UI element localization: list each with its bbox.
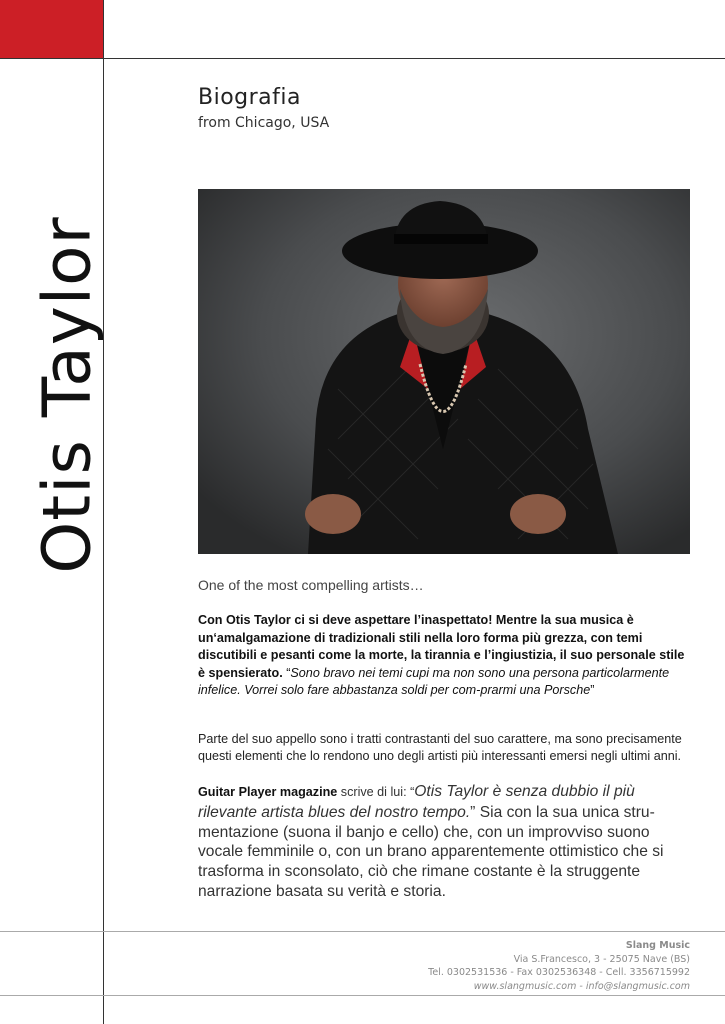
footer-address: Via S.Francesco, 3 - 25075 Nave (BS)	[513, 953, 690, 965]
footer-company: Slang Music	[625, 940, 690, 951]
paragraph-2: Parte del suo appello sono i tratti contrastanti del suo carattere, ma sono precisamente questi elementi che lo rendono uno degli artisti più interessanti emersi negli ultimi anni.	[198, 732, 682, 763]
artist-name-vertical: Otis Taylor	[28, 216, 106, 574]
artist-photo	[198, 189, 690, 554]
top-rule	[0, 58, 725, 59]
footer-phones: Tel. 0302531536 - Fax 0302536348 - Cell. 3356715992	[428, 967, 690, 978]
red-corner-block	[0, 0, 104, 58]
lead-bold-text: Con Otis Taylor ci si deve aspettare l’inaspettato! Mentre la sua musica è un‘amalgamazione di tradizionali stili nella loro forma più grezza, con temi discutibili e pesanti come la morte, la tirannia e l’ingiustizia, il suo personale stile è spensierato.	[198, 613, 685, 680]
lead-quote: Sono bravo nei temi cupi ma non sono una persona particolarmente infelice. Vorrei solo fare abbastanza soldi per com-prarmi una Porsche	[198, 665, 670, 698]
magazine-quote: Otis Taylor è senza dubbio il più rilevante artista blues del nostro tempo.	[198, 783, 635, 821]
footer-web-link[interactable]: www.slangmusic.com - info@slangmusic.com	[473, 980, 690, 992]
artist-photo-illustration	[198, 189, 690, 554]
footer	[428, 939, 690, 993]
source-suffix: scrive di lui:	[340, 785, 407, 799]
paragraph-3: Guitar Player magazine scrive di lui: “Otis Taylor è senza dubbio il più rilevante artista blues del nostro tempo.” Sia con la sua unica stru-mentazione (suona il banjo e cello) che, con un improvviso suono vocale femminile o, con un brano apparentemente ottimistico che si trasforma in sconsolato, ciò che rimane costante è la struggente narrazione basata su verità e storia.	[198, 783, 664, 900]
source-name: Guitar Player magazine	[198, 785, 338, 799]
paragraph-3-rest: Sia con la sua unica stru-mentazione (suona il banjo e cello) che, con un improvviso suono vocale femminile o, con un brano apparentemente ottimistico che si trasforma in sconsolato, ciò che rimane costante è la struggente narrazione basata su verità e storia.	[198, 803, 664, 900]
footer-rule-top	[0, 931, 725, 932]
tagline: One of the most compelling artists…	[198, 577, 424, 593]
page-title: Biografia	[198, 85, 301, 110]
page-subtitle: from Chicago, USA	[198, 115, 330, 131]
lead-paragraph: Con Otis Taylor ci si deve aspettare l’inaspettato! Mentre la sua musica è un‘amalgamazione di tradizionali stili nella loro forma più grezza, con temi discutibili e pesanti come la morte, la tirannia e l’ingiustizia, il suo personale stile è spensierato. “Sono bravo nei temi cupi ma non sono una persona particolarmente infelice. Vorrei solo fare abbastanza soldi per com-prarmi una Porsche”	[198, 613, 685, 698]
footer-rule-bottom	[0, 995, 725, 996]
